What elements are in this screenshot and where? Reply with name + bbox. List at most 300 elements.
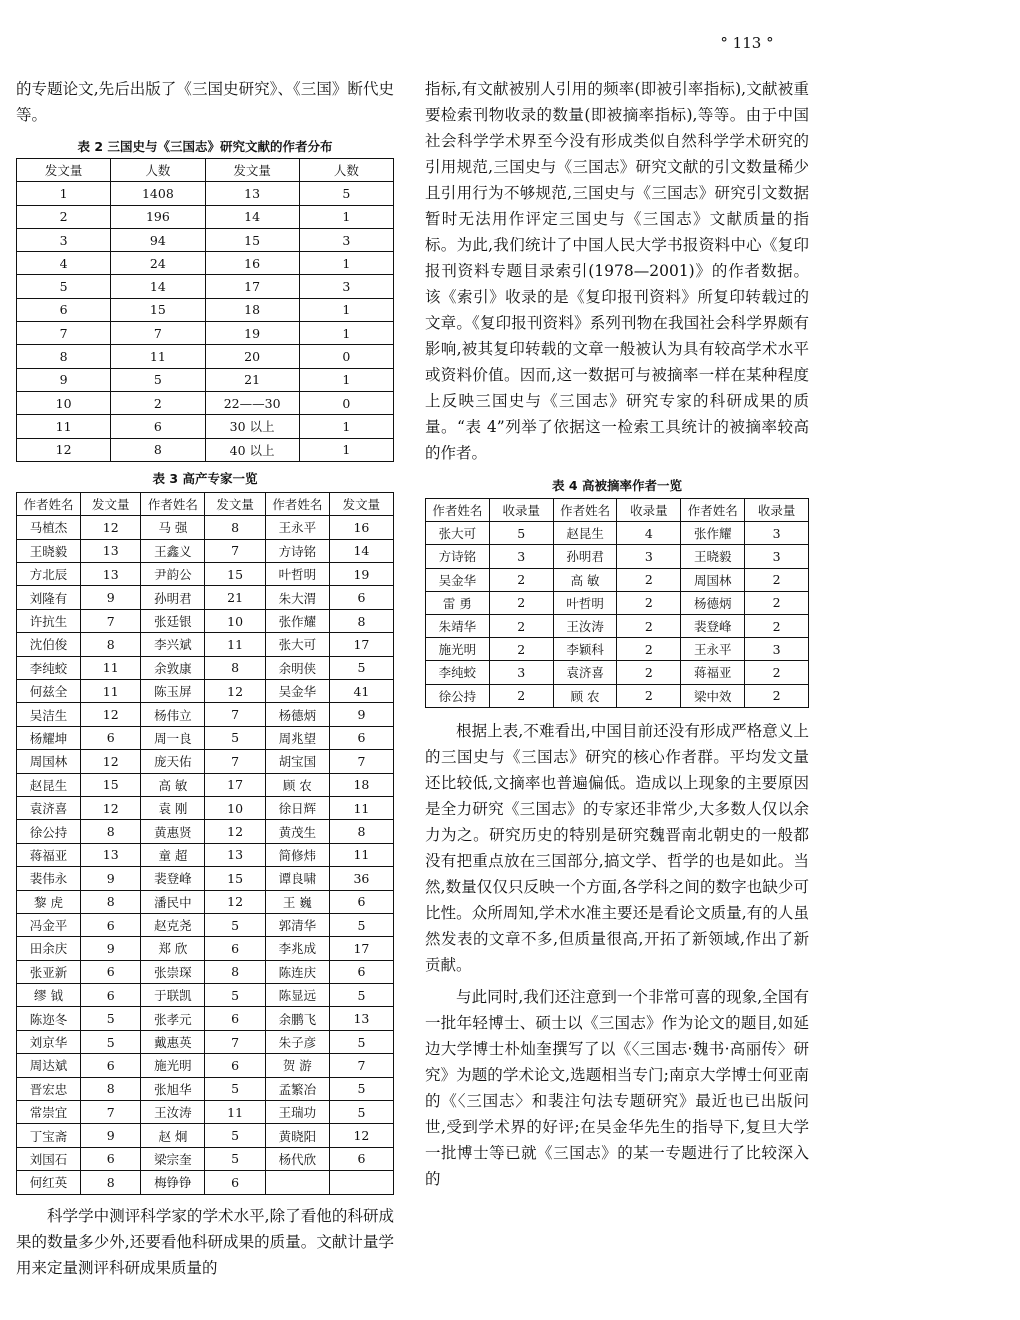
column-header: 作者姓名 — [553, 499, 617, 522]
table-cell: 于联凯 — [141, 984, 205, 1007]
table-cell: 7 — [111, 322, 205, 345]
table-cell: 0 — [299, 345, 393, 368]
table-cell: 王晓毅 — [17, 539, 81, 562]
table-cell: 6 — [205, 1171, 265, 1194]
table-cell: 张大可 — [265, 633, 329, 656]
table-cell: 梁中效 — [681, 684, 745, 707]
table-cell: 1 — [299, 298, 393, 321]
table-cell: 2 — [617, 568, 681, 591]
table-cell: 1 — [299, 205, 393, 228]
table-cell: 蒋福亚 — [681, 661, 745, 684]
page-number: ° 113 ° — [720, 34, 774, 52]
table-cell: 徐公持 — [426, 684, 490, 707]
column-header: 发文量 — [329, 492, 393, 515]
table-cell: 徐公持 — [17, 820, 81, 843]
table-cell: 5 — [299, 182, 393, 205]
table-row — [17, 391, 394, 414]
table-cell: 6 — [329, 890, 393, 913]
table-cell: 20 — [205, 345, 299, 368]
table-cell: 2 — [489, 568, 553, 591]
table-cell: 3 — [745, 545, 809, 568]
table-cell: 6 — [17, 298, 111, 321]
table-cell: 2 — [489, 591, 553, 614]
table-cell: 6 — [205, 1054, 265, 1077]
column-header: 作者姓名 — [141, 492, 205, 515]
table-cell: 高 敏 — [553, 568, 617, 591]
table-cell: 朱大渭 — [265, 586, 329, 609]
table-cell: 5 — [81, 1007, 141, 1030]
table-cell: 尹韵公 — [141, 563, 205, 586]
table-cell: 2 — [17, 205, 111, 228]
table-cell: 6 — [81, 913, 141, 936]
table-cell: 30 以上 — [205, 415, 299, 438]
table-cell: 谭良啸 — [265, 867, 329, 890]
table-cell: 7 — [81, 1101, 141, 1124]
table-cell: 王鑫义 — [141, 539, 205, 562]
table-cell: 8 — [111, 438, 205, 461]
table-cell: 10 — [205, 796, 265, 819]
table-cell: 7 — [81, 609, 141, 632]
table-cell: 朱靖华 — [426, 614, 490, 637]
table-cell: 赵克尧 — [141, 913, 205, 936]
table-cell: 常崇宜 — [17, 1101, 81, 1124]
table-cell: 11 — [111, 345, 205, 368]
table-cell: 2 — [489, 638, 553, 661]
table-cell: 马植杰 — [17, 516, 81, 539]
table-cell: 8 — [205, 656, 265, 679]
table-row — [17, 937, 394, 960]
table-row — [17, 703, 394, 726]
table-cell: 郑 欣 — [141, 937, 205, 960]
table-row — [17, 656, 394, 679]
table-row — [17, 1124, 394, 1147]
table-cell: 陈迩冬 — [17, 1007, 81, 1030]
table-row — [17, 345, 394, 368]
table-header-row — [426, 499, 809, 522]
table-cell: 21 — [205, 586, 265, 609]
table-cell: 7 — [329, 1054, 393, 1077]
table-cell: 19 — [205, 322, 299, 345]
table-cell: 12 — [81, 796, 141, 819]
table3 — [16, 492, 394, 1195]
table-row — [426, 522, 809, 545]
table-cell: 周一良 — [141, 726, 205, 749]
table-cell: 张亚新 — [17, 960, 81, 983]
column-header: 作者姓名 — [265, 492, 329, 515]
table-cell: 12 — [205, 890, 265, 913]
table-cell: 36 — [329, 867, 393, 890]
table-row — [426, 568, 809, 591]
table-cell: 6 — [329, 1147, 393, 1170]
table2-caption: 表 2 三国史与《三国志》研究文献的作者分布 — [77, 139, 333, 154]
table-cell: 叶哲明 — [553, 591, 617, 614]
table-cell: 18 — [329, 773, 393, 796]
table-cell: 梁宗奎 — [141, 1147, 205, 1170]
column-header: 人数 — [111, 159, 205, 182]
table-cell: 2 — [745, 614, 809, 637]
table-cell: 6 — [81, 960, 141, 983]
table-cell: 6 — [329, 960, 393, 983]
table-cell: 6 — [111, 415, 205, 438]
table-cell — [265, 1171, 329, 1194]
table-row — [17, 182, 394, 205]
table-cell: 田余庆 — [17, 937, 81, 960]
table-cell: 余敦康 — [141, 656, 205, 679]
table-cell: 94 — [111, 228, 205, 251]
table-cell: 裴登峰 — [681, 614, 745, 637]
table-row — [17, 679, 394, 702]
table-cell: 5 — [81, 1030, 141, 1053]
table-cell: 5 — [205, 913, 265, 936]
table-cell: 黄晓阳 — [265, 1124, 329, 1147]
table-cell: 黄惠贤 — [141, 820, 205, 843]
table-cell: 11 — [205, 633, 265, 656]
table-cell: 5 — [205, 1147, 265, 1170]
table-cell: 周兆望 — [265, 726, 329, 749]
table-cell: 196 — [111, 205, 205, 228]
table-cell: 2 — [111, 391, 205, 414]
table-cell: 18 — [205, 298, 299, 321]
table-cell: 9 — [81, 1124, 141, 1147]
table-row — [17, 438, 394, 461]
table-cell: 22——30 — [205, 391, 299, 414]
table-row — [17, 633, 394, 656]
table-cell: 10 — [17, 391, 111, 414]
table-cell: 11 — [17, 415, 111, 438]
table-header-row — [17, 159, 394, 182]
table-cell: 17 — [329, 633, 393, 656]
table-cell: 王瑞功 — [265, 1101, 329, 1124]
table-cell: 庞天佑 — [141, 750, 205, 773]
table-row — [17, 322, 394, 345]
table-cell: 12 — [205, 679, 265, 702]
table-cell: 杨代欣 — [265, 1147, 329, 1170]
table-cell: 12 — [329, 1124, 393, 1147]
table-cell: 2 — [745, 591, 809, 614]
table-cell: 杨德炳 — [681, 591, 745, 614]
table-cell: 6 — [329, 586, 393, 609]
table-cell: 12 — [205, 820, 265, 843]
table-cell: 11 — [329, 796, 393, 819]
table-cell: 胡宝国 — [265, 750, 329, 773]
table4 — [425, 498, 809, 708]
table-row — [17, 1147, 394, 1170]
column-header: 人数 — [299, 159, 393, 182]
table-cell: 7 — [205, 703, 265, 726]
table-cell: 赵 炯 — [141, 1124, 205, 1147]
table-row — [17, 539, 394, 562]
table-cell: 5 — [329, 984, 393, 1007]
table-cell: 8 — [81, 1171, 141, 1194]
table-cell: 1 — [17, 182, 111, 205]
table-cell: 袁济喜 — [553, 661, 617, 684]
table-cell: 2 — [617, 614, 681, 637]
table-cell: 顾 农 — [553, 684, 617, 707]
table-cell: 3 — [745, 522, 809, 545]
table-cell: 施光明 — [426, 638, 490, 661]
table-cell: 潘民中 — [141, 890, 205, 913]
column-header: 发文量 — [205, 492, 265, 515]
table-cell: 雷 勇 — [426, 591, 490, 614]
table-cell: 2 — [489, 684, 553, 707]
table-cell: 2 — [489, 614, 553, 637]
table-cell: 吴洁生 — [17, 703, 81, 726]
table-row — [426, 545, 809, 568]
table-cell: 周达斌 — [17, 1054, 81, 1077]
table-cell: 杨耀坤 — [17, 726, 81, 749]
table-cell: 7 — [205, 1030, 265, 1053]
table-cell: 张旭华 — [141, 1077, 205, 1100]
table-cell: 17 — [205, 773, 265, 796]
table-cell: 赵昆生 — [17, 773, 81, 796]
table-cell — [329, 1171, 393, 1194]
left-column — [16, 76, 394, 1281]
table-cell: 16 — [329, 516, 393, 539]
table-row — [17, 890, 394, 913]
table-cell: 1 — [299, 252, 393, 275]
table-row — [17, 415, 394, 438]
table-cell: 8 — [329, 609, 393, 632]
table-cell: 3 — [299, 228, 393, 251]
table-cell: 张廷银 — [141, 609, 205, 632]
table-cell: 7 — [205, 539, 265, 562]
table-cell: 余明侠 — [265, 656, 329, 679]
table-cell: 李纯蛟 — [426, 661, 490, 684]
table-cell: 8 — [81, 1077, 141, 1100]
table-cell: 13 — [205, 182, 299, 205]
table-cell: 13 — [81, 539, 141, 562]
table-cell: 15 — [81, 773, 141, 796]
table-cell: 3 — [299, 275, 393, 298]
table-cell: 赵昆生 — [553, 522, 617, 545]
table-cell: 15 — [111, 298, 205, 321]
table-cell: 陈玉屏 — [141, 679, 205, 702]
table-cell: 余鹏飞 — [265, 1007, 329, 1030]
table-cell: 3 — [489, 545, 553, 568]
table-cell: 李颖科 — [553, 638, 617, 661]
table-row — [17, 563, 394, 586]
table-cell: 41 — [329, 679, 393, 702]
table-cell: 袁济喜 — [17, 796, 81, 819]
table-row — [17, 1171, 394, 1194]
table-cell: 1 — [299, 415, 393, 438]
table-cell: 5 — [489, 522, 553, 545]
table-cell: 黎 虎 — [17, 890, 81, 913]
table-cell: 11 — [205, 1101, 265, 1124]
table-cell: 9 — [81, 586, 141, 609]
table-cell: 7 — [205, 750, 265, 773]
table-cell: 3 — [745, 638, 809, 661]
table-cell: 2 — [617, 638, 681, 661]
table-row — [17, 913, 394, 936]
table-cell: 13 — [205, 843, 265, 866]
table-row — [17, 1030, 394, 1053]
column-header: 收录量 — [617, 499, 681, 522]
table-cell: 13 — [81, 843, 141, 866]
table-cell: 4 — [17, 252, 111, 275]
table-cell: 8 — [329, 820, 393, 843]
table-cell: 8 — [81, 890, 141, 913]
right-column — [425, 76, 809, 1192]
right-paragraph-1: 指标,有文献被别人引用的频率(即被引率指标),文献被重要检索刊物收录的数量(即被摘率指标),等等。由于中国社会科学学术界至今没有形成类似自然科学学术研究的引用规范,三国史与《三国志》研究文献的引文数量稀少且引用行为不够规范,三国史与《三国志》研究引文数据暂时无法用作评定三国史与《三国志》文献质量的指标。为此,我们统计了中国人民大学书报资料中心《复印报刊资料专题目录索引(1978—2001)》的作者数据。该《索引》收录的是《复印报刊资料》所复印转载过的文章。《复印报刊资料》系列刊物在我国社会科学界颇有影响,被其复印转载的文章一般被认为具有较高学术水平或资料价值。因而,这一数据可与被摘率一样在某种程度上反映三国史与《三国志》研究专家的科研成果的质量。“表 4”列举了依据这一检索工具统计的被摘率较高的作者。 — [425, 80, 809, 462]
table-cell: 马 强 — [141, 516, 205, 539]
table-cell: 8 — [17, 345, 111, 368]
table-cell: 丁宝斋 — [17, 1124, 81, 1147]
column-header: 收录量 — [489, 499, 553, 522]
table-cell: 冯金平 — [17, 913, 81, 936]
table-cell: 戴惠英 — [141, 1030, 205, 1053]
table-cell: 顾 农 — [265, 773, 329, 796]
table-cell: 郭清华 — [265, 913, 329, 936]
table-cell: 刘隆有 — [17, 586, 81, 609]
table-row — [426, 661, 809, 684]
table-row — [17, 1101, 394, 1124]
table-row — [17, 609, 394, 632]
table-cell: 周国林 — [681, 568, 745, 591]
table-row — [17, 1054, 394, 1077]
table-cell: 2 — [617, 591, 681, 614]
table-cell: 2 — [617, 661, 681, 684]
table-cell: 5 — [329, 1077, 393, 1100]
table-cell: 李兆成 — [265, 937, 329, 960]
column-header: 发文量 — [17, 159, 111, 182]
table-cell: 张作耀 — [681, 522, 745, 545]
table-cell: 徐日辉 — [265, 796, 329, 819]
table-cell: 2 — [617, 684, 681, 707]
table-cell: 张作耀 — [265, 609, 329, 632]
table-cell: 沈伯俊 — [17, 633, 81, 656]
table-cell: 蒋福亚 — [17, 843, 81, 866]
table-cell: 12 — [81, 703, 141, 726]
table-cell: 40 以上 — [205, 438, 299, 461]
table-row — [17, 368, 394, 391]
table-cell: 6 — [81, 726, 141, 749]
table-cell: 16 — [205, 252, 299, 275]
column-header: 收录量 — [745, 499, 809, 522]
table-cell: 何红英 — [17, 1171, 81, 1194]
table-cell: 方北辰 — [17, 563, 81, 586]
table-cell: 刘国石 — [17, 1147, 81, 1170]
table-cell: 3 — [617, 545, 681, 568]
table-cell: 贺 游 — [265, 1054, 329, 1077]
table-cell: 9 — [329, 703, 393, 726]
table-row — [17, 960, 394, 983]
column-header: 发文量 — [205, 159, 299, 182]
table2 — [16, 158, 394, 462]
table-cell: 孙明君 — [141, 586, 205, 609]
table-row — [17, 228, 394, 251]
table-cell: 14 — [329, 539, 393, 562]
table-cell: 王汝涛 — [553, 614, 617, 637]
table4-caption: 表 4 高被摘率作者一览 — [552, 478, 682, 493]
table-cell: 许抗生 — [17, 609, 81, 632]
table-cell: 张大可 — [426, 522, 490, 545]
table-row — [17, 820, 394, 843]
table-row — [17, 867, 394, 890]
table-cell: 方诗铭 — [265, 539, 329, 562]
table-cell: 王晓毅 — [681, 545, 745, 568]
table-cell: 6 — [205, 937, 265, 960]
table-cell: 1408 — [111, 182, 205, 205]
table-cell: 5 — [205, 1077, 265, 1100]
table-cell: 6 — [205, 1007, 265, 1030]
table-cell: 何兹全 — [17, 679, 81, 702]
table-cell: 9 — [81, 937, 141, 960]
table-cell: 1 — [299, 438, 393, 461]
table-cell: 12 — [17, 438, 111, 461]
left-bottom-paragraph: 科学学中测评科学家的学术水平,除了看他的科研成果的数量多少外,还要看他科研成果的质量。文献计量学用来定量测评科研成果质量的 — [16, 1206, 394, 1277]
table-cell: 12 — [81, 750, 141, 773]
column-header: 作者姓名 — [426, 499, 490, 522]
table-cell: 童 超 — [141, 843, 205, 866]
table-cell: 5 — [17, 275, 111, 298]
column-header: 发文量 — [81, 492, 141, 515]
table-cell: 高 敏 — [141, 773, 205, 796]
table-row — [17, 773, 394, 796]
table-row — [17, 796, 394, 819]
table-cell: 24 — [111, 252, 205, 275]
table-cell: 周国林 — [17, 750, 81, 773]
table-row — [17, 252, 394, 275]
table-cell: 王汝涛 — [141, 1101, 205, 1124]
table-cell: 王永平 — [265, 516, 329, 539]
table-cell: 张孝元 — [141, 1007, 205, 1030]
table-cell: 17 — [329, 937, 393, 960]
table-cell: 8 — [205, 960, 265, 983]
table-row — [17, 298, 394, 321]
table-cell: 2 — [745, 684, 809, 707]
table-cell: 孟繁冶 — [265, 1077, 329, 1100]
table-cell: 施光明 — [141, 1054, 205, 1077]
table-row — [426, 591, 809, 614]
table-row — [17, 726, 394, 749]
table-cell: 7 — [329, 750, 393, 773]
table-cell: 14 — [111, 275, 205, 298]
table-cell: 陈显远 — [265, 984, 329, 1007]
table-cell: 1 — [299, 368, 393, 391]
table-cell: 张崇琛 — [141, 960, 205, 983]
table-row — [17, 984, 394, 1007]
table-cell: 11 — [81, 656, 141, 679]
table-cell: 裴登峰 — [141, 867, 205, 890]
table-cell: 21 — [205, 368, 299, 391]
right-paragraph-3: 与此同时,我们还注意到一个非常可喜的现象,全国有一批年轻博士、硕士以《三国志》作为论文的题目,如延边大学博士朴灿奎撰写了以《〈三国志·魏书·高丽传〉研究》为题的学术论文,选题相当专门;南京大学博士何亚南的《〈三国志〉和裴注句法专题研究》最近也已出版问世,受到学术界的好评;在吴金华先生的指导下,复旦大学一批博士等已就《三国志》的某一专题进行了比较深入的 — [425, 987, 809, 1188]
table-cell: 梅铮铮 — [141, 1171, 205, 1194]
table-row — [17, 205, 394, 228]
table-cell: 吴金华 — [426, 568, 490, 591]
table-cell: 14 — [205, 205, 299, 228]
table-cell: 9 — [17, 368, 111, 391]
table-cell: 7 — [17, 322, 111, 345]
table-cell: 吴金华 — [265, 679, 329, 702]
table-row — [17, 275, 394, 298]
table-cell: 8 — [81, 820, 141, 843]
table-cell: 王 巍 — [265, 890, 329, 913]
table-cell: 袁 刚 — [141, 796, 205, 819]
table-cell: 李兴斌 — [141, 633, 205, 656]
table-cell: 6 — [329, 726, 393, 749]
table-cell: 叶哲明 — [265, 563, 329, 586]
table-cell: 缪 钺 — [17, 984, 81, 1007]
table-cell: 2 — [745, 568, 809, 591]
table-cell: 5 — [111, 368, 205, 391]
column-header: 作者姓名 — [17, 492, 81, 515]
table-cell: 13 — [329, 1007, 393, 1030]
table-cell: 15 — [205, 563, 265, 586]
table-cell: 5 — [205, 984, 265, 1007]
table-cell: 黄茂生 — [265, 820, 329, 843]
table-cell: 5 — [205, 726, 265, 749]
